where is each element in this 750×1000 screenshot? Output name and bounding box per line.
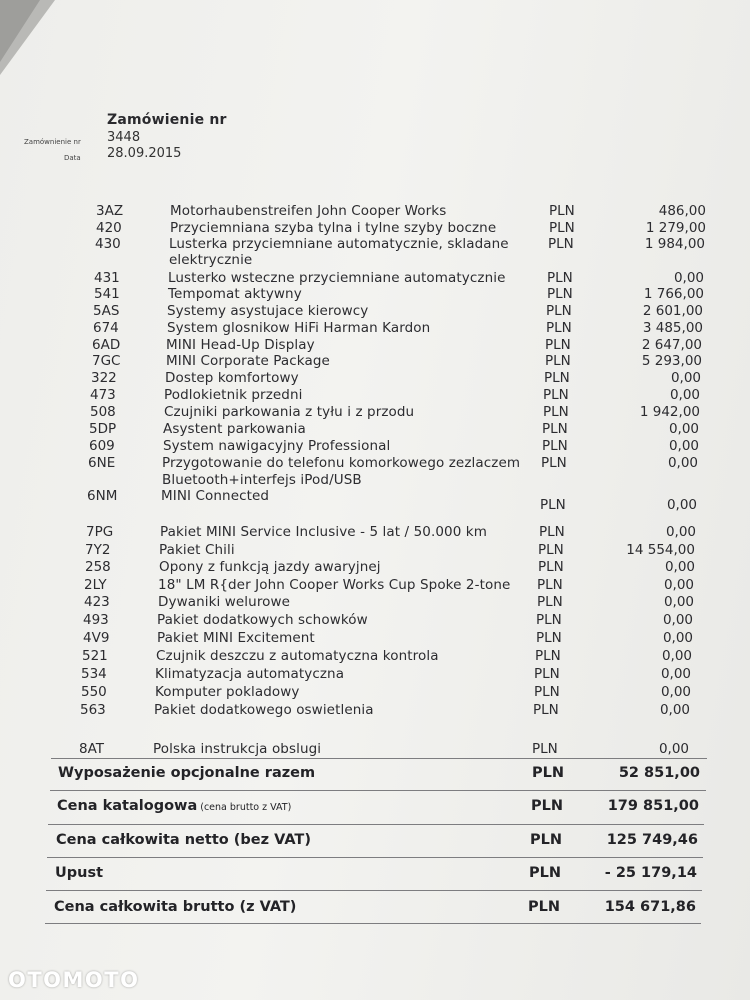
option-description: Pakiet Chili [159, 542, 235, 558]
summary-label [54, 899, 296, 915]
option-price: 0,00 [666, 497, 697, 513]
option-currency: PLN [547, 270, 573, 286]
option-price: 0,00 [669, 387, 700, 403]
option-code: 508 [90, 404, 116, 420]
option-price: 2 601,00 [642, 303, 703, 319]
option-code: 534 [81, 666, 107, 682]
option-currency: PLN [537, 594, 563, 610]
option-price: 0,00 [658, 741, 689, 757]
option-code: 4V9 [83, 630, 110, 646]
option-code: 7PG [86, 524, 114, 540]
summary-currency: PLN [528, 899, 561, 915]
option-price: 0,00 [670, 370, 701, 386]
option-price: 1 942,00 [639, 404, 700, 420]
summary-label-text: Cena całkowita netto (bez VAT) [56, 832, 311, 848]
option-currency: PLN [543, 404, 569, 420]
option-description: MINI Corporate Package [166, 353, 330, 369]
option-currency: PLN [538, 542, 564, 558]
option-currency: PLN [541, 455, 567, 471]
option-code: 3AZ [96, 203, 124, 219]
option-price: 3 485,00 [642, 320, 703, 336]
summary-currency: PLN [531, 798, 564, 814]
order-number: 3448 [107, 130, 141, 145]
summary-currency: PLN [530, 832, 563, 848]
option-currency: PLN [544, 370, 570, 386]
option-description-continued: elektrycznie [169, 252, 253, 268]
divider-line [48, 824, 704, 825]
summary-label-text: Cena katalogowa [57, 798, 198, 814]
option-code: 322 [91, 370, 117, 386]
summary-value: - 25 179,14 [604, 865, 697, 881]
option-code: 521 [82, 648, 108, 664]
option-price: 0,00 [663, 594, 694, 610]
option-price: 0,00 [668, 438, 699, 454]
option-description: Klimatyzacja automatyczna [155, 666, 345, 682]
option-code: 2LY [84, 577, 107, 593]
summary-label [56, 832, 311, 848]
option-description-continued: Bluetooth+interfejs iPod/USB [162, 472, 362, 488]
summary-value: 52 851,00 [618, 765, 700, 781]
option-code: 430 [95, 236, 121, 252]
option-price: 0,00 [667, 455, 698, 471]
summary-value: 179 851,00 [607, 798, 699, 814]
summary-label-text: Upust [55, 865, 104, 881]
option-code: 550 [81, 684, 107, 700]
option-currency: PLN [545, 337, 571, 353]
option-description: System glosnikow HiFi Harman Kardon [167, 320, 431, 336]
option-code: 6NE [88, 455, 116, 471]
option-price: 0,00 [665, 524, 696, 540]
option-description: MINI Connected [161, 488, 270, 504]
summary-label-note: (cena brutto z VAT) [197, 802, 292, 813]
option-description: Czujniki parkowania z tyłu i z przodu [164, 404, 415, 420]
option-price: 5 293,00 [641, 353, 702, 369]
divider-line [45, 923, 701, 924]
option-price: 0,00 [668, 421, 699, 437]
option-code: 7GC [92, 353, 121, 369]
summary-label [57, 798, 291, 814]
order-number-label: Zamównienie nr [24, 138, 81, 146]
order-title: Zamówienie nr [107, 112, 227, 128]
option-price: 0,00 [663, 577, 694, 593]
option-price: 1 279,00 [645, 220, 706, 236]
option-code: 7Y2 [85, 542, 111, 558]
watermark-logo: OTOMOTO [8, 968, 140, 992]
option-code: 258 [85, 559, 111, 575]
summary-label-text: Cena całkowita brutto (z VAT) [54, 899, 297, 915]
option-currency: PLN [537, 577, 563, 593]
summary-label [58, 765, 315, 781]
option-price: 2 647,00 [641, 337, 702, 353]
option-currency: PLN [540, 497, 566, 513]
option-price: 0,00 [664, 559, 695, 575]
option-currency: PLN [539, 524, 565, 540]
option-currency: PLN [536, 630, 562, 646]
option-code: 420 [96, 220, 122, 236]
divider-line [51, 758, 707, 759]
option-currency: PLN [546, 320, 572, 336]
summary-currency: PLN [532, 765, 565, 781]
option-price: 0,00 [673, 270, 704, 286]
option-code: 493 [83, 612, 109, 628]
summary-label-text: Wyposażenie opcjonalne razem [58, 765, 316, 781]
option-description: Podlokietnik przedni [164, 387, 303, 403]
option-code: 473 [90, 387, 116, 403]
order-date: 28.09.2015 [107, 146, 182, 161]
option-description: Polska instrukcja obslugi [153, 741, 322, 757]
option-code: 5DP [89, 421, 117, 437]
option-description: Pakiet MINI Excitement [157, 630, 315, 646]
option-currency: PLN [545, 353, 571, 369]
option-price: 0,00 [662, 612, 693, 628]
option-description: Przyciemniana szyba tylna i tylne szyby boczne [170, 220, 497, 236]
option-description: Tempomat aktywny [168, 286, 302, 302]
option-price: 0,00 [660, 666, 691, 682]
option-currency: PLN [542, 438, 568, 454]
option-currency: PLN [535, 648, 561, 664]
summary-value: 125 749,46 [606, 832, 698, 848]
divider-line [47, 857, 703, 858]
date-label: Data [64, 154, 81, 162]
option-description: Motorhaubenstreifen John Cooper Works [170, 203, 447, 219]
option-currency: PLN [542, 421, 568, 437]
option-currency: PLN [538, 559, 564, 575]
option-currency: PLN [534, 684, 560, 700]
option-price: 0,00 [660, 684, 691, 700]
option-currency: PLN [532, 741, 558, 757]
option-description: Systemy asystujace kierowcy [167, 303, 369, 319]
option-description: Komputer pokladowy [155, 684, 300, 700]
option-description: Pakiet dodatkowego oswietlenia [154, 702, 374, 718]
option-price: 0,00 [662, 630, 693, 646]
option-description: Dostep komfortowy [165, 370, 299, 386]
option-description: Czujnik deszczu z automatyczna kontrola [156, 648, 439, 664]
option-currency: PLN [534, 666, 560, 682]
divider-line [50, 790, 706, 791]
option-currency: PLN [548, 236, 574, 252]
option-code: 5AS [93, 303, 120, 319]
option-description: Lusterko wsteczne przyciemniane automatycznie [168, 270, 506, 286]
option-description: Dywaniki welurowe [158, 594, 291, 610]
option-price: 0,00 [659, 702, 690, 718]
option-currency: PLN [536, 612, 562, 628]
option-price: 486,00 [658, 203, 706, 219]
option-currency: PLN [546, 303, 572, 319]
option-description: Przygotowanie do telefonu komorkowego zezlaczem [162, 455, 521, 471]
option-code: 6AD [92, 337, 121, 353]
option-currency: PLN [549, 220, 575, 236]
option-description: Pakiet MINI Service Inclusive - 5 lat / 50.000 km [160, 524, 487, 540]
option-code: 431 [94, 270, 120, 286]
option-description: Opony z funkcją jazdy awaryjnej [159, 559, 381, 575]
option-description: Lusterka przyciemniane automatycznie, skladane [169, 236, 509, 252]
option-price: 0,00 [661, 648, 692, 664]
summary-value: 154 671,86 [604, 899, 696, 915]
option-code: 563 [80, 702, 106, 718]
option-description: System nawigacyjny Professional [163, 438, 391, 454]
option-description: 18" LM R{der John Cooper Works Cup Spoke 2-tone [158, 577, 511, 593]
option-price: 1 984,00 [644, 236, 705, 252]
option-currency: PLN [547, 286, 573, 302]
summary-label [55, 865, 103, 881]
option-code: 541 [94, 286, 120, 302]
option-code: 8AT [79, 741, 105, 757]
option-code: 609 [89, 438, 115, 454]
option-code: 6NM [87, 488, 118, 504]
option-currency: PLN [533, 702, 559, 718]
divider-line [46, 890, 702, 891]
option-code: 423 [84, 594, 110, 610]
option-description: Pakiet dodatkowych schowków [157, 612, 368, 628]
option-price: 1 766,00 [643, 286, 704, 302]
summary-currency: PLN [529, 865, 562, 881]
option-description: MINI Head-Up Display [166, 337, 315, 353]
option-description: Asystent parkowania [163, 421, 306, 437]
option-currency: PLN [549, 203, 575, 219]
option-currency: PLN [543, 387, 569, 403]
option-code: 674 [93, 320, 119, 336]
option-price: 14 554,00 [626, 542, 695, 558]
